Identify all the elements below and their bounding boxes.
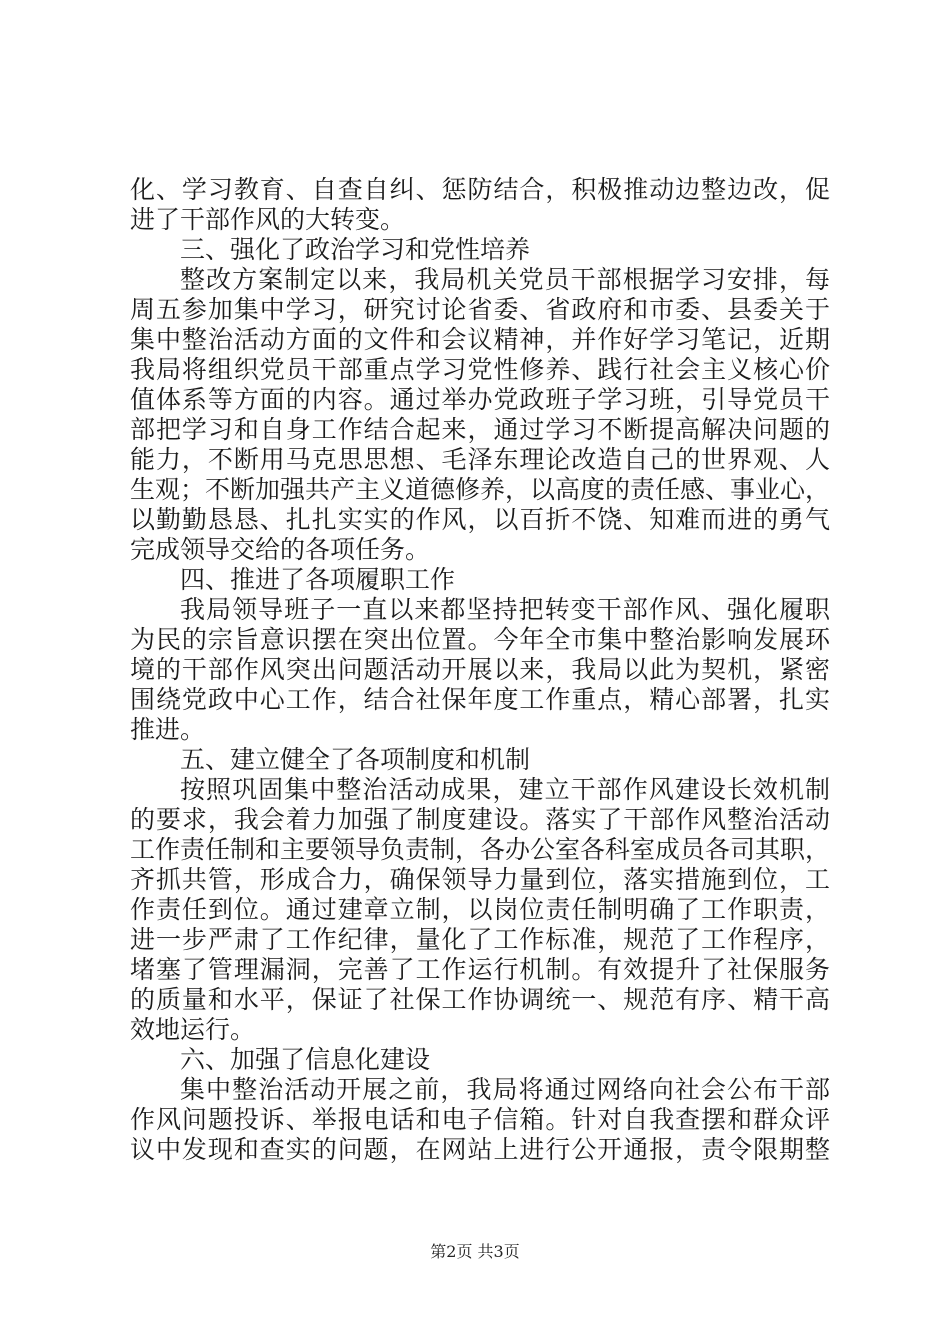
body-line: 效地运行。 [130,1015,256,1044]
section-heading: 四、推进了各项履职工作 [180,565,456,594]
body-line: 工作责任制和主要领导负责制，各办公室各科室成员各司其职， [130,835,830,864]
body-line: 我局将组织党员干部重点学习党性修养、践行社会主义核心价 [130,355,830,384]
body-line: 生观；不断加强共产主义道德修养，以高度的责任感、事业心， [130,475,830,504]
body-line: 以勤勤恳恳、扎扎实实的作风，以百折不饶、知难而进的勇气 [130,505,830,534]
body-line: 堵塞了管理漏洞，完善了工作运行机制。有效提升了社保服务 [130,955,830,984]
body-line: 的质量和水平，保证了社保工作协调统一、规范有序、精干高 [130,985,830,1014]
body-line: 的要求，我会着力加强了制度建设。落实了干部作风整治活动 [130,805,830,834]
paragraph-first-line: 整改方案制定以来，我局机关党员干部根据学习安排，每 [180,265,830,294]
body-line: 部把学习和自身工作结合起来，通过学习不断提高解决问题的 [130,415,830,444]
body-line: 集中整治活动方面的文件和会议精神，并作好学习笔记，近期 [130,325,830,354]
body-line: 作责任到位。通过建章立制，以岗位责任制明确了工作职责， [130,895,830,924]
body-line: 周五参加集中学习，研究讨论省委、省政府和市委、县委关于 [130,295,830,324]
paragraph-first-line: 按照巩固集中整治活动成果，建立干部作风建设长效机制 [180,775,830,804]
body-line: 能力，不断用马克思思想、毛泽东理论改造自己的世界观、人 [130,445,830,474]
paragraph-first-line: 我局领导班子一直以来都坚持把转变干部作风、强化履职 [180,595,830,624]
body-line: 进一步严肃了工作纪律，量化了工作标准，规范了工作程序， [130,925,830,954]
body-line: 围绕党政中心工作，结合社保年度工作重点，精心部署，扎实 [130,685,830,714]
body-line: 进了干部作风的大转变。 [130,205,406,234]
body-line: 境的干部作风突出问题活动开展以来，我局以此为契机，紧密 [130,655,830,684]
body-line: 议中发现和查实的问题，在网站上进行公开通报，责令限期整 [130,1135,830,1164]
page-number-footer: 第2页 共3页 [430,1242,520,1261]
body-line: 作风问题投诉、举报电话和电子信箱。针对自我查摆和群众评 [130,1105,830,1134]
section-heading: 六、加强了信息化建设 [180,1045,431,1074]
body-line: 值体系等方面的内容。通过举办党政班子学习班，引导党员干 [130,385,830,414]
body-line: 推进。 [130,715,206,744]
body-line: 完成领导交给的各项任务。 [130,535,431,564]
body-line: 化、学习教育、自查自纠、惩防结合，积极推动边整边改，促 [130,175,830,204]
section-heading: 五、建立健全了各项制度和机制 [180,745,531,774]
body-line: 齐抓共管，形成合力，确保领导力量到位，落实措施到位，工 [130,865,830,894]
section-heading: 三、强化了政治学习和党性培养 [180,235,531,264]
paragraph-first-line: 集中整治活动开展之前，我局将通过网络向社会公布干部 [180,1075,830,1104]
body-line: 为民的宗旨意识摆在突出位置。今年全市集中整治影响发展环 [130,625,830,654]
